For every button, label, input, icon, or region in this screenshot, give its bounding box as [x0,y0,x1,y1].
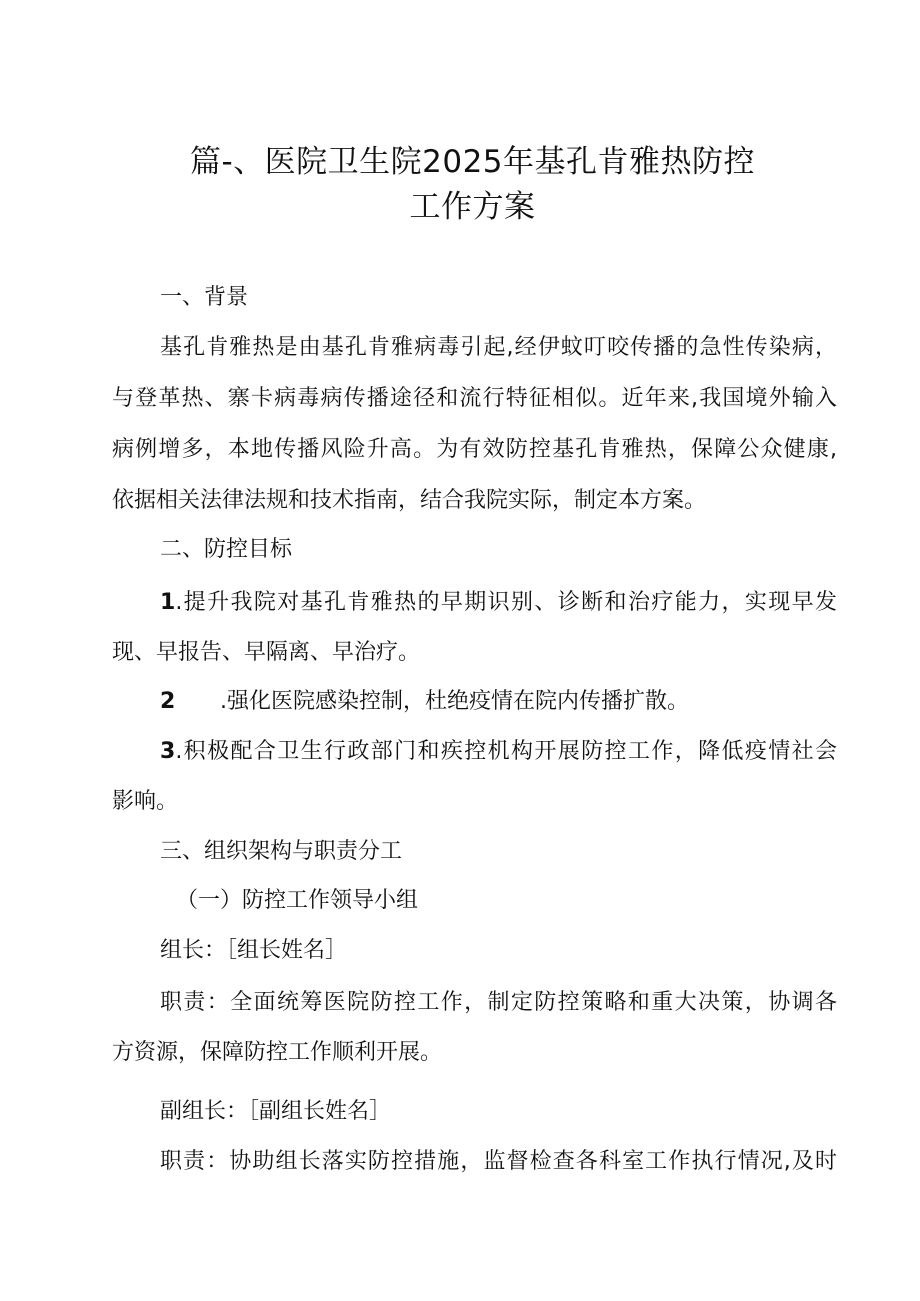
background-paragraph-line: 与登革热、寨卡病毒病传播途径和流行特征相似。近年来,我国境外输入 [112,386,837,411]
subsection-heading-leadership: （一）防控工作领导小组 [176,888,419,913]
section-heading-organization: 三、组织架构与职责分工 [160,839,403,864]
goal-item-3-continuation: 影响。 [112,789,179,814]
background-paragraph-line: 依据相关法律法规和技术指南，结合我院实际，制定本方案。 [112,488,707,513]
goal-text: .提升我院对基孔肯雅热的早期识别、诊断和治疗能力，实现早发 [175,590,837,615]
deputy-duty-line: 职责：协助组长落实防控措施，监督检查各科室工作执行情况,及时 [160,1149,837,1174]
section-heading-background: 一、背景 [160,285,249,310]
goal-number: 2 [160,689,176,714]
leader-label: 组长：［组长姓名］ [160,938,348,963]
deputy-leader-label: 副组长：［副组长姓名］ [160,1099,392,1124]
goal-item-1 [160,587,837,619]
leader-duty-line: 方资源，保障防控工作顺利开展。 [112,1040,443,1065]
goal-item-2 [160,686,837,718]
goal-item-3 [160,736,837,768]
document-title-line-1: 篇-、医院卫生院2025年基孔肯雅热防控 [189,144,756,180]
goal-item-1-continuation: 现、早报告、早隔离、早治疗。 [112,640,421,665]
goal-text: .积极配合卫生行政部门和疾控机构开展防控工作，降低疫情社会 [175,739,837,764]
goal-number: 1 [160,590,176,615]
background-paragraph-line: 病例增多，本地传播风险升高。为有效防控基孔肯雅热，保障公众健康, [112,437,837,462]
section-heading-goals: 二、防控目标 [160,537,293,562]
goal-number: 3 [160,739,176,764]
goal-text: .强化医院感染控制，杜绝疫情在院内传播扩散。 [220,689,689,714]
leader-duty-line: 职责：全面统筹医院防控工作，制定防控策略和重大决策，协调各 [160,990,837,1015]
background-paragraph-line: 基孔肯雅热是由基孔肯雅病毒引起,经伊蚊叮咬传播的急性传染病， [160,335,837,360]
document-title-line-2: 工作方案 [409,189,536,225]
